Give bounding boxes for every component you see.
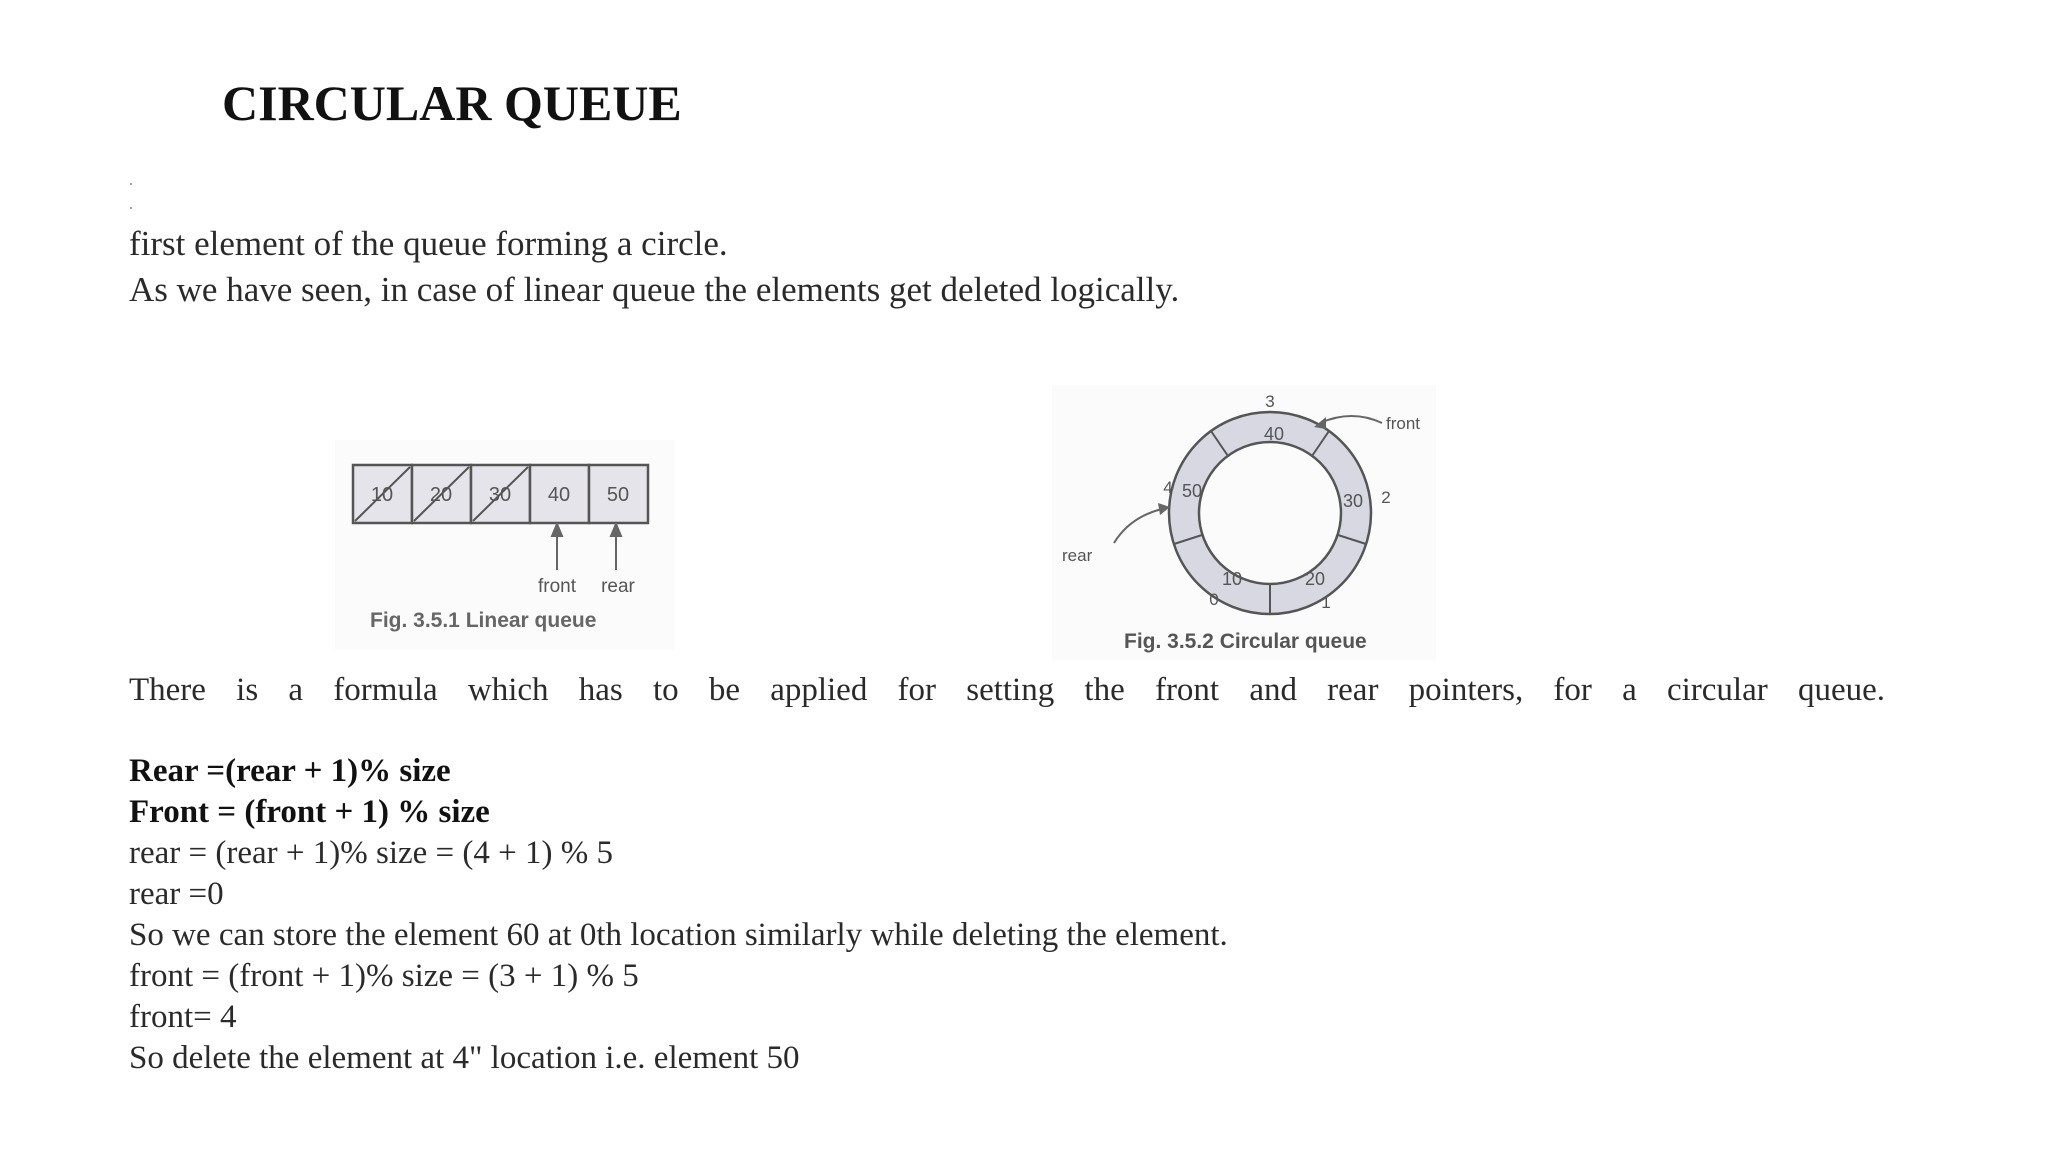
ring-value: 20 xyxy=(1304,569,1326,589)
cell-value: 20 xyxy=(429,484,453,506)
rear-arrow-head xyxy=(611,524,621,536)
front-label: front xyxy=(1386,414,1421,433)
ring-value: 10 xyxy=(1221,569,1243,589)
formula-line: front = (front + 1)% size = (3 + 1) % 5 xyxy=(129,958,639,994)
front-pointer-arrow xyxy=(1320,416,1382,423)
front-label: front xyxy=(537,576,577,597)
rear-label: rear xyxy=(601,576,635,597)
ring-value: 40 xyxy=(1263,424,1285,444)
rear-formula: Rear =(rear + 1)% size xyxy=(129,753,451,789)
ring-index: 1 xyxy=(1321,593,1331,612)
formula-line: front= 4 xyxy=(129,999,237,1035)
front-arrow-head xyxy=(552,524,562,536)
ring-index: 4 xyxy=(1163,478,1173,497)
ring-index: 3 xyxy=(1265,392,1275,411)
ring-value: 50 xyxy=(1181,481,1203,501)
ring-index: 0 xyxy=(1209,590,1219,609)
cell-value: 40 xyxy=(547,484,571,506)
cell-value: 10 xyxy=(370,484,394,506)
linear-queue-figure xyxy=(335,440,675,650)
intro-line: first element of the queue forming a circle. xyxy=(129,224,728,263)
formula-line: rear =0 xyxy=(129,876,224,912)
queue-ring xyxy=(1181,427,1356,599)
formula-line: So we can store the element 60 at 0th location similarly while deleting the element. xyxy=(129,917,1228,953)
circular-queue-diagram xyxy=(1052,385,1436,660)
speck xyxy=(130,183,132,185)
speck xyxy=(130,207,132,209)
cell-value: 30 xyxy=(488,484,512,506)
figure-caption: Fig. 3.5.2 Circular queue xyxy=(1124,630,1367,653)
formula-line: rear = (rear + 1)% size = (4 + 1) % 5 xyxy=(129,835,613,871)
intro-line: As we have seen, in case of linear queue the elements get deleted logically. xyxy=(129,270,1180,309)
ring-value: 30 xyxy=(1342,491,1364,511)
ring-index: 2 xyxy=(1381,488,1391,507)
formula-intro: There is a formula which has to be applied for setting the front and rear pointers, for a circular queue. xyxy=(129,672,1885,708)
ring-inner-edge xyxy=(1199,442,1341,584)
page-title: CIRCULAR QUEUE xyxy=(222,75,682,131)
rear-pointer-arrow xyxy=(1114,509,1162,543)
cell-value: 50 xyxy=(606,484,630,506)
linear-queue-diagram xyxy=(335,440,675,650)
figure-caption: Fig. 3.5.1 Linear queue xyxy=(370,609,597,632)
rear-label: rear xyxy=(1062,546,1093,565)
circular-queue-figure xyxy=(1052,385,1436,660)
formula-line: So delete the element at 4" location i.e. element 50 xyxy=(129,1040,800,1076)
front-formula: Front = (front + 1) % size xyxy=(129,794,490,830)
